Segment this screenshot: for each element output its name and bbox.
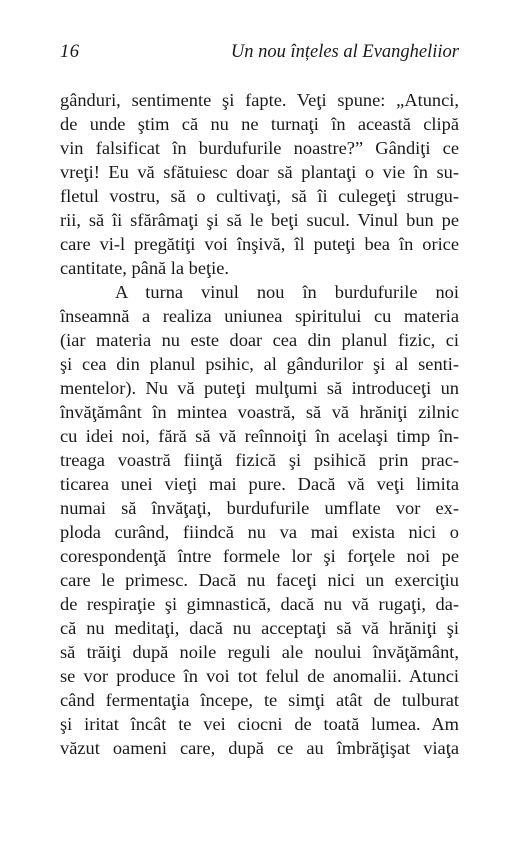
text-line: de respiraţie şi gimnastică, dacă nu vă rugaţi, da-	[60, 594, 459, 614]
text-line: când fermentaţia începe, te simţi atât de tulburat	[60, 690, 459, 710]
text-line: de unde ştim că nu ne turnaţi în această clipă	[60, 114, 459, 134]
text-line: fletul vostru, să o cultivaţi, să îi culegeţi strugu-	[60, 186, 459, 206]
text-line: vreţi! Eu vă sfătuiesc doar să plantaţi o vie în su-	[60, 162, 459, 182]
text-line: (iar materia nu este doar cea din planul fizic, ci	[60, 330, 459, 350]
paragraph-1	[60, 88, 459, 280]
text-line: rii, să îi sfărâmaţi şi să le beţi sucul. Vinul bun pe	[60, 210, 459, 230]
text-line: gânduri, sentimente şi fapte. Veţi spune: „Atunci,	[60, 90, 459, 110]
text-line: şi cea din planul psihic, al gândurilor şi al senti-	[60, 354, 459, 374]
text-line: vin falsificat în burdufurile noastre?” Gândiţi ce	[60, 138, 459, 158]
text-line: învăţământ în mintea voastră, să vă hrăniţi zilnic	[60, 402, 459, 422]
text-line: A turna vinul nou în burdufurile noi	[115, 282, 459, 302]
book-title: Un nou înțeles al Evangheliior	[230, 42, 459, 62]
text-line: numai să învăţaţi, burdufurile umflate vor ex-	[60, 498, 459, 518]
running-header	[60, 40, 459, 64]
text-line: şi iritat încât te vei ciocni de toată lumea. Am	[60, 714, 459, 734]
text-line: cu idei noi, fără să vă reînnoiţi în acelaşi timp în-	[60, 426, 459, 446]
text-line: să trăiţi după noile reguli ale noului învăţământ,	[60, 642, 459, 662]
book-page	[60, 40, 459, 760]
text-line: care vi-l pregătiţi voi înşivă, îl puteţi bea în orice	[60, 234, 459, 254]
text-line: ploda curând, fiindcă nu va mai exista nici o	[60, 522, 459, 542]
paragraph-2	[60, 280, 459, 760]
text-line: ticarea unei vieţi mai pure. Dacă vă veţi limita	[60, 474, 459, 494]
text-line: văzut oameni care, după ce au îmbrăţişat viaţa	[60, 738, 459, 758]
text-line: cantitate, până la beţie.	[60, 258, 229, 278]
page-number: 16	[60, 42, 80, 62]
text-line: corespondenţă între formele lor şi forţele noi pe	[60, 546, 459, 566]
text-line: mentelor). Nu vă puteţi mulţumi să introduceţi un	[60, 378, 459, 398]
body-text	[60, 88, 459, 760]
text-line: înseamnă a realiza uniunea spiritului cu materia	[60, 306, 459, 326]
text-line: care le primesc. Dacă nu faceţi nici un exerciţiu	[60, 570, 459, 590]
text-line: treaga voastră fiinţă fizică şi psihică prin prac-	[60, 450, 459, 470]
text-line: se vor produce în voi tot felul de anomalii. Atunci	[60, 666, 459, 686]
text-line: că nu meditaţi, dacă nu acceptaţi să vă hrăniţi şi	[60, 618, 459, 638]
